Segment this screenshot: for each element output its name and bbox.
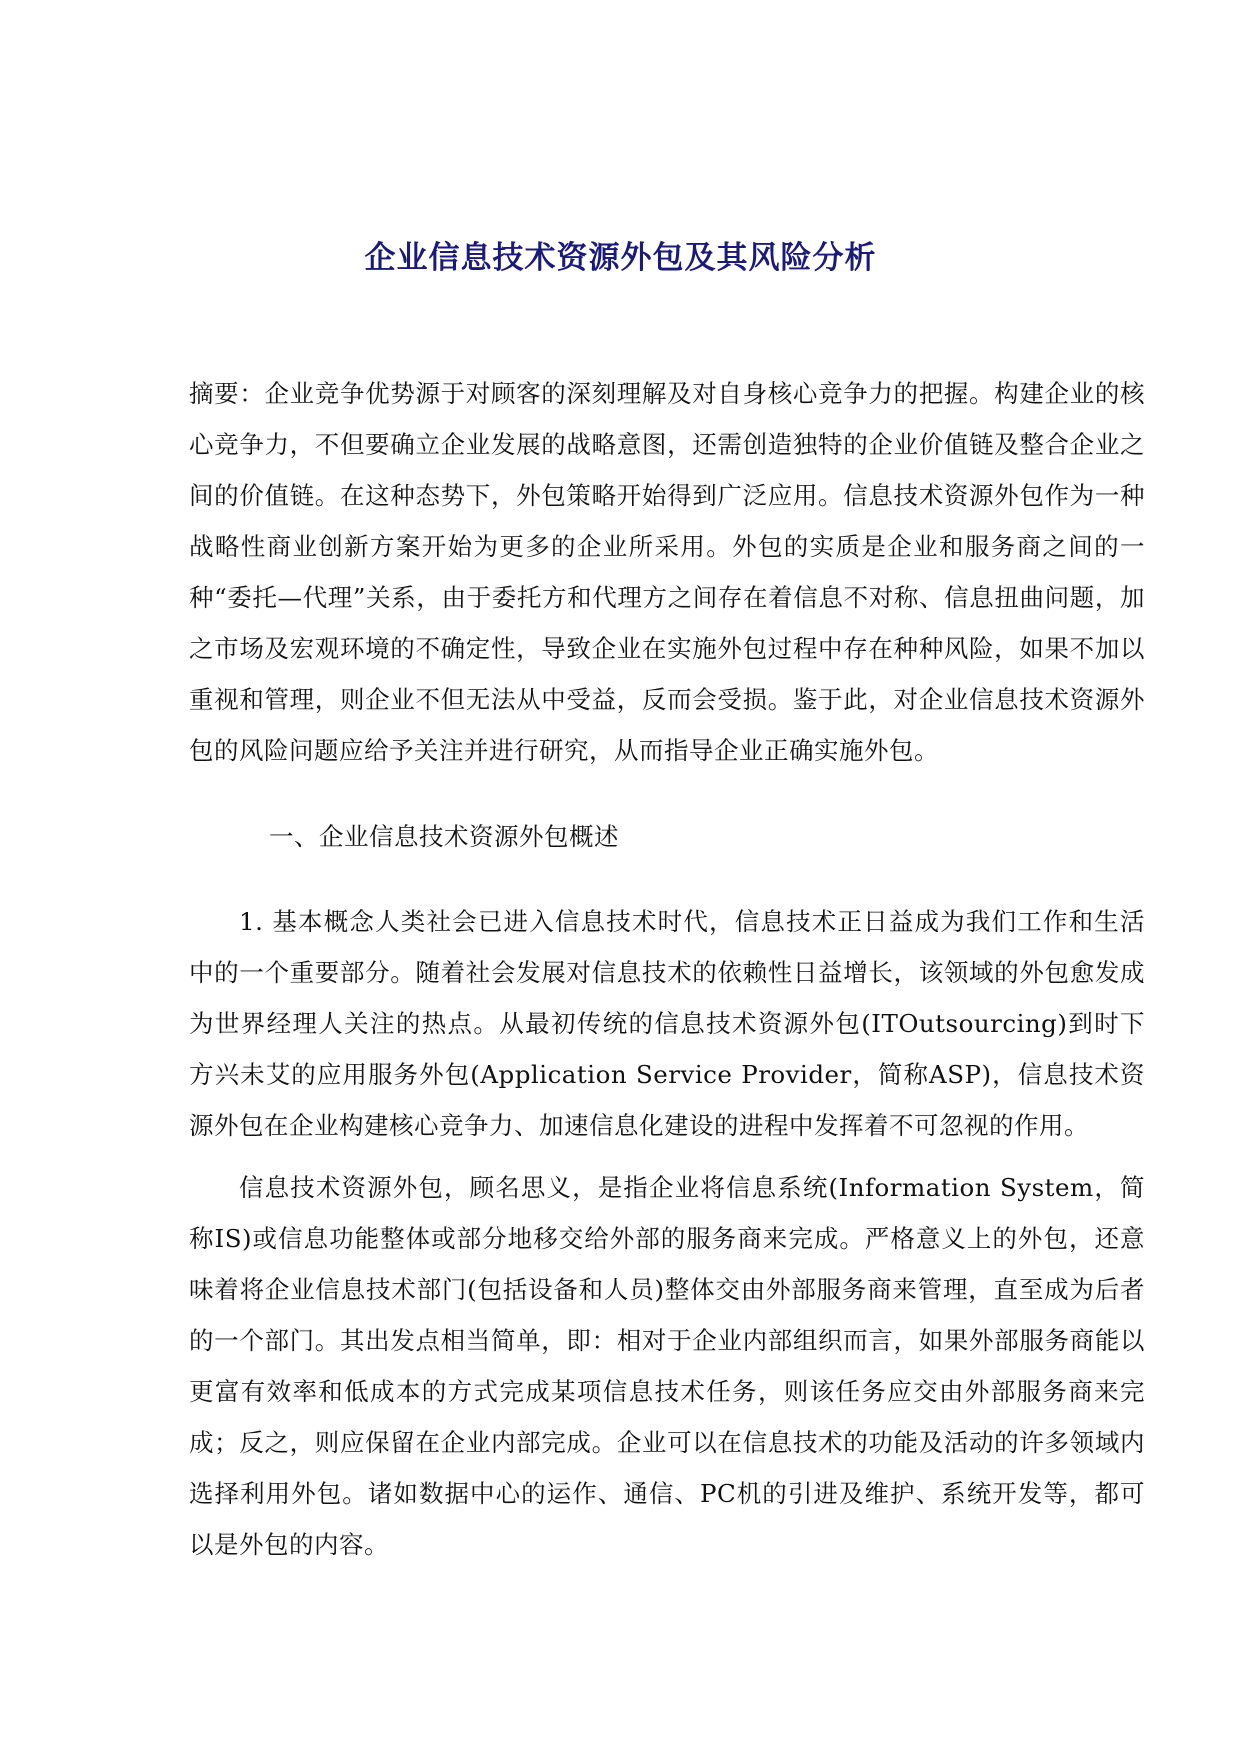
document-title: 企业信息技术资源外包及其风险分析 (364, 240, 877, 276)
section-heading: 一、企业信息技术资源外包概述 (269, 822, 619, 851)
body-paragraph-2: 信息技术资源外包，顾名思义，是指企业将信息系统(Information System，简称IS)或信息功能整体或部分地移交给外部的服务商来完成。严格意义上的外包，还意味着将企业信息技术部门(包括设备和人员)整体交由外部服务商来管理，直至成为后者的一个部门。其出发点相当简单，即：相对于企业内部组织而言，如果外部服务商能以更富有效率和低成本的方式完成某项信息技术任务，则该任务应交由外部服务商来完成；反之，则应保留在企业内部完成。企业可以在信息技术的功能及活动的许多领域内选择利用外包。诸如数据中心的运作、通信、PC机的引进及维护、系统开发等，都可以是外包的内容。 (189, 1173, 1145, 1559)
body-paragraph-1: 1. 基本概念人类社会已进入信息技术时代，信息技术正日益成为我们工作和生活中的一个重要部分。随着社会发展对信息技术的依赖性日益增长，该领域的外包愈发成为世界经理人关注的热点。从最初传统的信息技术资源外包(ITOutsourcing)到时下方兴未艾的应用服务外包(Application Service Provider，简称ASP)，信息技术资源外包在企业构建核心竞争力、加速信息化建设的进程中发挥着不可忽视的作用。 (189, 907, 1145, 1140)
abstract-paragraph: 摘要：企业竞争优势源于对顾客的深刻理解及对自身核心竞争力的把握。构建企业的核心竞争力，不但要确立企业发展的战略意图，还需创造独特的企业价值链及整合企业之间的价值链。在这种态势下，外包策略开始得到广泛应用。信息技术资源外包作为一种战略性商业创新方案开始为更多的企业所采用。外包的实质是企业和服务商之间的一种“委托—代理”关系，由于委托方和代理方之间存在着信息不对称、信息扭曲问题，加之市场及宏观环境的不确定性，导致企业在实施外包过程中存在种种风险，如果不加以重视和管理，则企业不但无法从中受益，反而会受损。鉴于此，对企业信息技术资源外包的风险问题应给予关注并进行研究，从而指导企业正确实施外包。 (189, 379, 1145, 765)
